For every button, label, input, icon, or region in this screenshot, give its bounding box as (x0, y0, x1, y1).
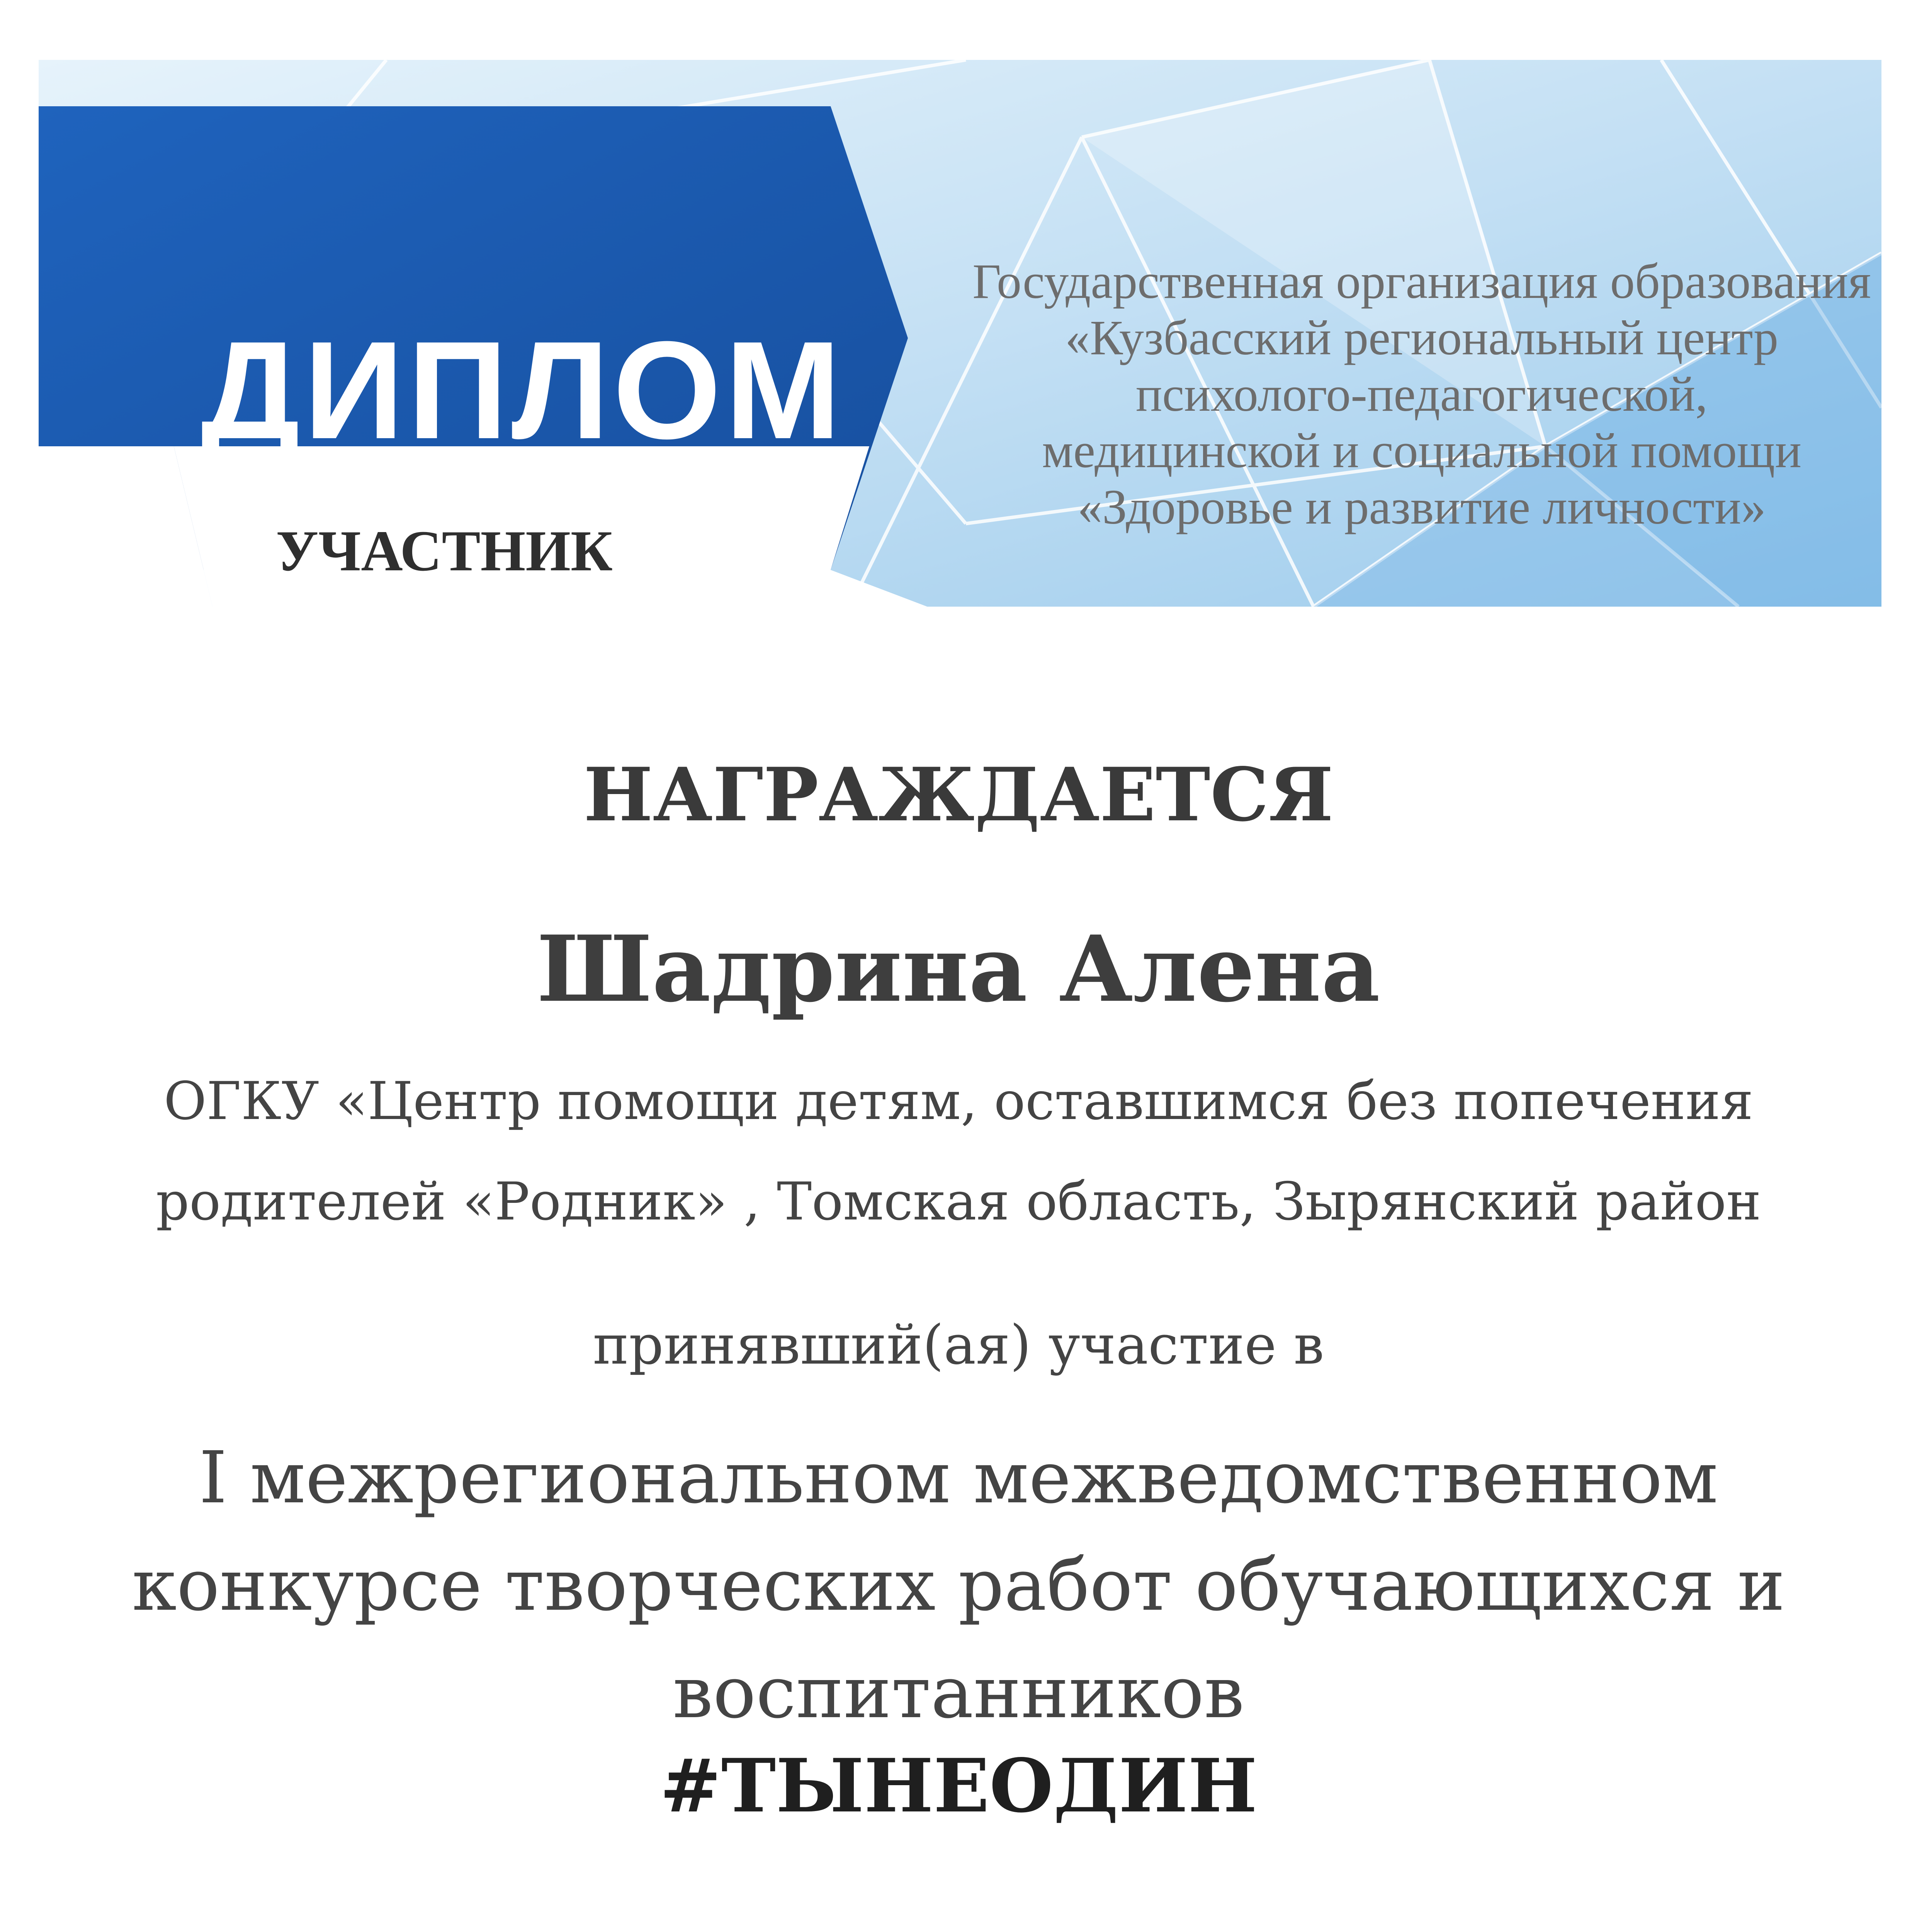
issuing-organization (919, 253, 1881, 535)
diploma-title: ДИПЛОМ (201, 313, 845, 468)
org-line: «Здоровье и развитие личности» (1077, 480, 1766, 534)
contest-name (0, 1424, 1917, 1746)
participant-label: УЧАСТНИК (276, 519, 613, 583)
recipient-organization-line: ОГКУ «Центр помощи детям, оставшимся без попечения (163, 1071, 1754, 1131)
org-line: медицинской и социальной помощи (1042, 423, 1801, 478)
org-line: «Кузбасский региональный центр (1065, 310, 1778, 365)
org-line: психолого-педагогической, (1135, 367, 1708, 422)
recipient-organization (0, 1051, 1917, 1252)
org-line: Государственная организация образования (972, 254, 1871, 309)
participation-text: принявший(ая) участие в (593, 1314, 1324, 1377)
contest-line: конкурсе творческих работ обучающихся и (132, 1543, 1785, 1627)
contest-line: I межрегиональном межведомственном (199, 1436, 1718, 1519)
awarded-heading: НАГРАЖДАЕТСЯ (583, 752, 1334, 838)
contest-hashtag: #ТЫНЕОДИН (659, 1743, 1258, 1829)
recipient-organization-line: родителей «Родник» , Томская область, Зырянский район (156, 1171, 1761, 1232)
recipient-name: Шадрина Алена (537, 916, 1380, 1022)
contest-line: воспитанников (673, 1651, 1244, 1734)
